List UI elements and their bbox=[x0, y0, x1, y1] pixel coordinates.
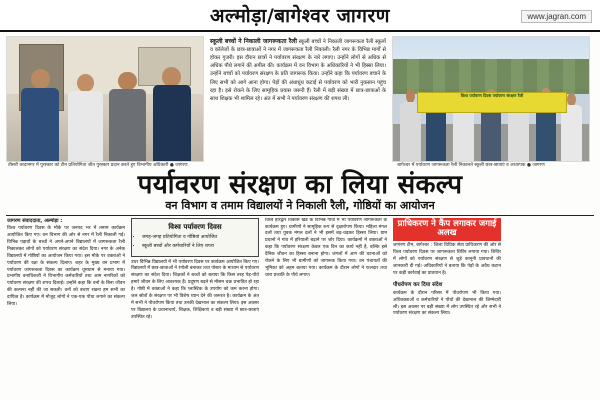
photo-rally-banner bbox=[392, 36, 590, 162]
factbox-list bbox=[135, 234, 255, 250]
headline-block bbox=[0, 169, 600, 212]
sidebar-text: जागरण टीम, बागेश्वर : जिला विधिक सेवा प्राधिकरण की ओर से विश्व पर्यावरण दिवस पर जागरूकता शिविर लगाया गया। शिविर में लोगों को पर्यावरण संरक्षण से जुड़े कानूनी प्रावधानों की जानकारी दी गई। अधिकारियों ने बताया कि पेड़ों के अवैध कटान पर कड़ी कार्रवाई का प्रावधान है। bbox=[393, 243, 501, 276]
body-column-1 bbox=[7, 218, 125, 322]
sidebar-title: प्राधिकरण ने कैंप लगाकर जगाई अलख bbox=[393, 218, 501, 242]
masthead bbox=[0, 0, 600, 32]
rally-banner bbox=[417, 92, 568, 114]
factbox-item: • स्कूली बच्चों और कर्मचारियों ने लिए शपथ bbox=[142, 243, 255, 250]
top-news-lead: स्कूली बच्चों ने निकाली जागरूकता रैली bbox=[210, 38, 297, 45]
body-area bbox=[0, 218, 600, 322]
page-headline: पर्यावरण संरक्षण का लिया संकल्प bbox=[137, 169, 463, 200]
factbox-item: • जगह-जगह प्रतियोगिता व गोष्ठियां आयोजित bbox=[142, 234, 255, 241]
byline: जागरण संवाददाता, अल्मोड़ा : bbox=[7, 217, 63, 224]
headline-rule bbox=[6, 215, 594, 216]
sidebar-subheading: पौधरोपण कर दिया संदेश bbox=[393, 281, 443, 288]
body-column-1-text: विश्व पर्यावरण दिवस के मौके पर जनपद भर में तमाम कार्यक्रम आयोजित किए गए। वन विभाग की ओर से नगर में रैली निकाली गई। विभिन्न पड़ावों के बच्चों ने अपने-अपने विद्यालयों में जागरूकता रैली निकालकर लोगों को पर्यावरण संरक्षण का संदेश दिया। नगर के अनेक विद्यालयों में गोष्ठियों का आयोजन किया गया। इस मौके पर वक्ताओं ने पर्यावरण की रक्षा के संकल्प दिलाए। शहर के मुख्य वन प्रभाग में पर्यावरण जागरूकता दिवस का कार्यक्रम धूमधाम से मनाया गया। प्रभागीय वनाधिकारी ने विभागीय कर्मचारियों तथा आम नागरिकों को पर्यावरण संरक्षण की शपथ दिलाई। उन्होंने कहा कि वनों के बिना जीवन की कल्पना नहीं की जा सकती। वनों को बचाए रखना हम सभी का दायित्व है। कार्यक्रम में मौजूद लोगों ने एक-एक पौधा लगाने का संकल्प लिया। bbox=[7, 226, 125, 307]
caption-spacer bbox=[209, 162, 392, 169]
rally-banner-text: विश्व पर्यावरण दिवस पर्यावरण संरक्षण रैली bbox=[460, 92, 524, 98]
top-news-column bbox=[208, 36, 388, 162]
sidebar-story bbox=[393, 218, 501, 322]
caption-photo-1: तीसरी वरदानगर में पुरस्कार को टीम प्रतियोगिता जीत पुरस्कार प्रदान करते हुए विभागीय अधिकारी ● जागरण bbox=[8, 163, 188, 168]
caption-photo-2: बागेश्वर में पर्यावरण जागरूकता रैली निकालते स्कूली छात्र-छात्राएं व अध्यापक ● जागरण bbox=[397, 163, 545, 168]
masthead-website[interactable]: www.jagran.com bbox=[521, 10, 592, 23]
sidebar-text-2: कार्यक्रम के दौरान परिसर में पौधरोपण भी किया गया। अधिवक्ताओं व कर्मचारियों ने पौधों की देखभाल की जिम्मेदारी ली। इस अवसर पर बड़ी संख्या में लोग उपस्थित रहे और सभी ने पर्यावरण संरक्षण का संकल्प लिया। bbox=[393, 290, 501, 317]
body-column-2-wrap bbox=[131, 218, 259, 322]
body-column-2-text: उधर विभिन्न विद्यालयों में भी पर्यावरण दिवस पर कार्यक्रम आयोजित किए गए। विद्यालयों में छात्र-छात्राओं ने रंगोली बनाकर तथा पोस्टर के माध्यम से पर्यावरण संरक्षण का संदेश दिया। शिक्षकों ने बच्चों को बताया कि किस तरह पेड़-पौधे हमारे जीवन के लिए आवश्यक हैं। प्रदूषण बढ़ने से मौसम चक्र प्रभावित हो रहा है। गोष्ठी में वक्ताओं ने कहा कि प्लास्टिक के उपयोग को कम करना होगा। जल स्रोतों के संरक्षण पर भी विशेष ध्यान देने की जरूरत है। कार्यक्रम के अंत में सभी ने पौधरोपण किया तथा उनकी देखभाल का संकल्प लिया। इस अवसर पर विद्यालय के प्रधानाचार्य, शिक्षक, शिक्षिकाएं व बड़ी संख्या में छात्र-छात्राएं उपस्थित रहे। bbox=[131, 259, 259, 320]
masthead-title: अल्मोड़ा/बागेश्वर जागरण bbox=[210, 5, 390, 27]
photo-strip bbox=[0, 32, 600, 162]
page-subheadline: वन विभाग व तमाम विद्यालयों ने निकाली रैली, गोष्ठियों का आयोजन bbox=[165, 198, 435, 212]
factbox-title: विश्व पर्यावरण दिवस bbox=[168, 222, 222, 231]
photo-captions bbox=[0, 162, 600, 169]
body-column-3: विश्व हरिद्वार विकास खंड के विभिन्न गांवों में भी पर्यावरण जागरूकता के कार्यक्रम हुए। ग्रामीणों ने सामूहिक रूप से वृक्षारोपण किया। महिला मंगल दलों तथा युवक मंगल दलों ने भी इसमें बढ़-चढ़कर हिस्सा लिया। ग्राम प्रधानों ने गांव में हरियाली बढ़ाने पर जोर दिया। कार्यक्रमों में वक्ताओं ने कहा कि पर्यावरण संरक्षण केवल एक दिन का कार्य नहीं है, बल्कि इसे दैनिक जीवन का हिस्सा बनाना होगा। जंगलों में आग की घटनाओं को रोकने के लिए भी ग्रामीणों को जागरूक किया गया। वन पंचायतों की भूमिका को अहम बताया गया। कार्यक्रम के दौरान लोगों ने फलदार तथा चारा प्रजाति के पौधे लगाए। bbox=[265, 217, 387, 278]
photo-officials-felicitation bbox=[6, 36, 204, 162]
top-news-text: स्कूली बच्चों ने निकाली जागरूकता रैली स्कूलों व कॉलेजों के छात्र-छात्राओं ने नगर में जागरूकता रैली निकाली। रैली नगर के विभिन्न मार्गों से होकर गुजरी। इस दौरान छात्रों ने पर्यावरण संरक्षण के नारे लगाए। उन्होंने लोगों से अधिक से अधिक पौधे लगाने की अपील की। कार्यक्रम में वन विभाग के अधिकारियों ने भी हिस्सा लिया। उन्होंने बच्चों को पर्यावरण संरक्षण के प्रति जागरूक किया। उन्होंने कहा कि पर्यावरण बचाने के लिए सभी को आगे आना होगा। पेड़ों की अंधाधुंध कटाई से पर्यावरण को भारी नुकसान पहुंच रहा है। इसे रोकने के लिए सामूहिक प्रयास जरूरी हैं। रैली में बड़ी संख्या में छात्र-छात्राओं के साथ शिक्षक भी शामिल रहे। अंत में सभी ने पर्यावरण संरक्षण की शपथ ली। bbox=[210, 39, 386, 102]
factbox bbox=[131, 218, 259, 257]
